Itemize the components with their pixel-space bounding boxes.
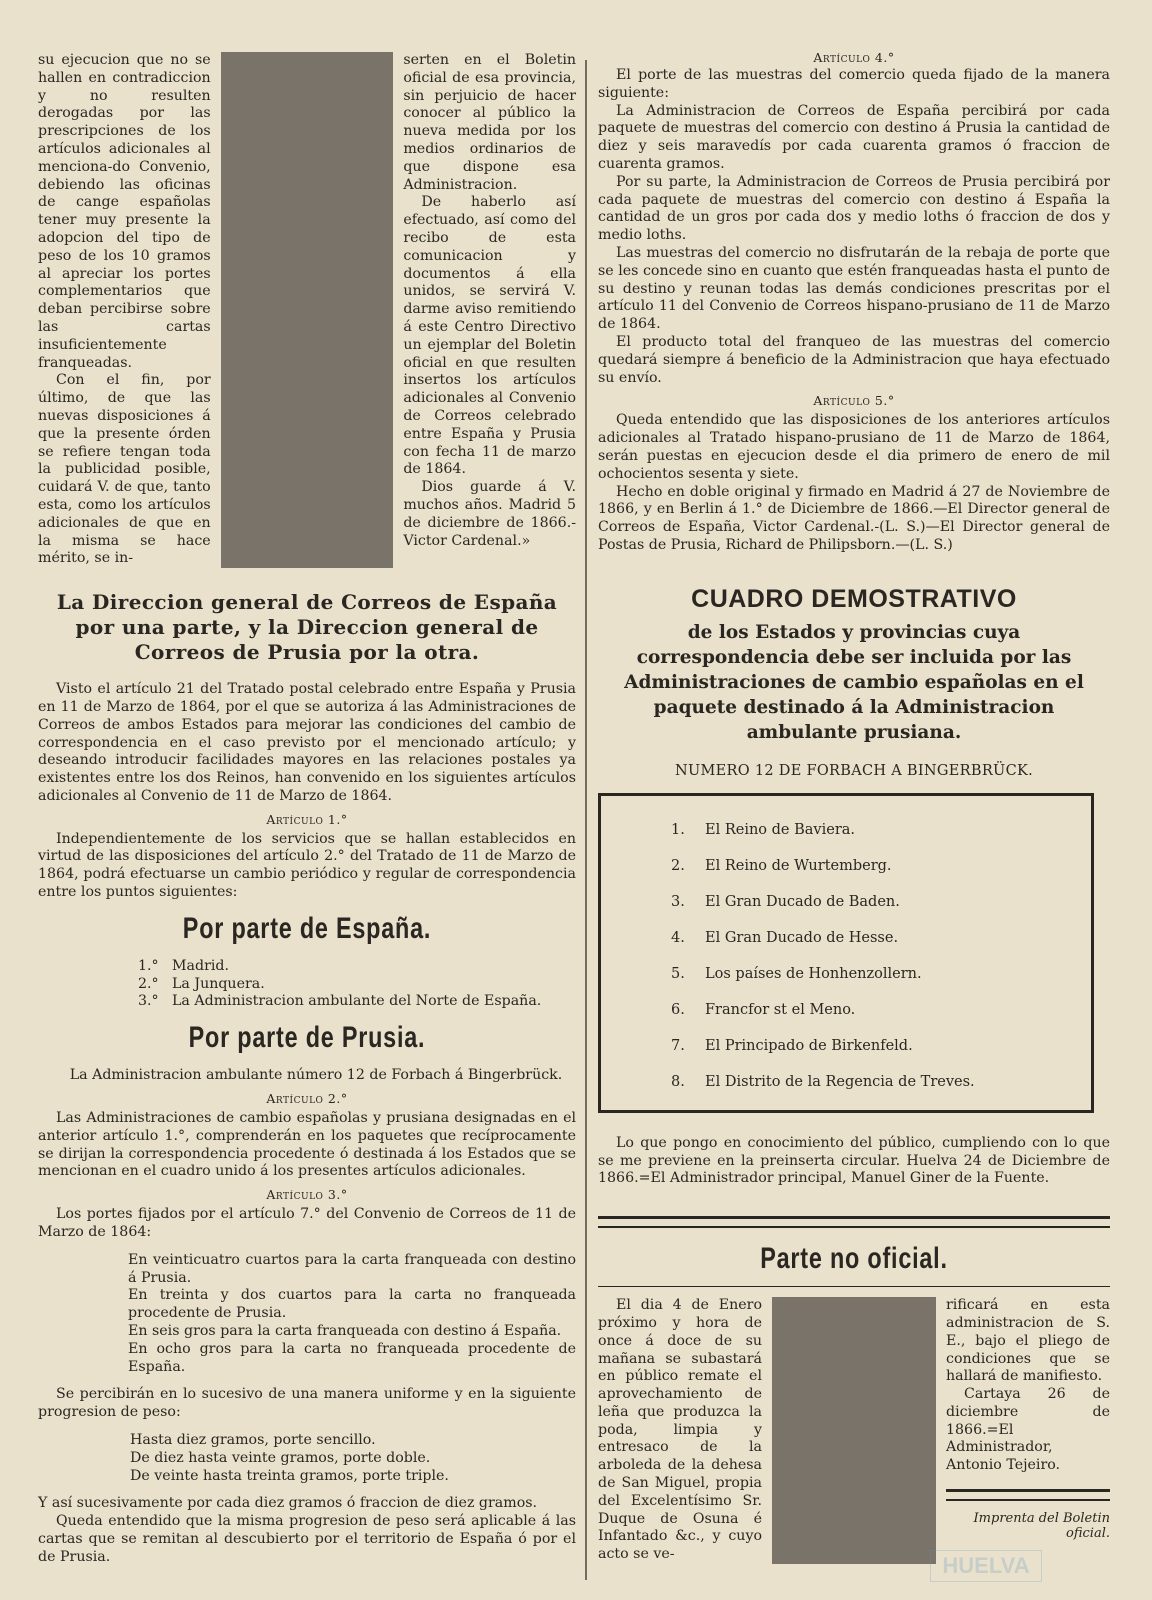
route-number: NUMERO 12 DE FORBACH A BINGERBRÜCK. — [674, 762, 1034, 779]
subcolumn-b — [946, 1297, 1110, 1564]
column-divider — [772, 1297, 936, 1564]
list-item: 2.° La Junquera. — [138, 975, 265, 992]
column-divider — [221, 52, 394, 568]
list-item: 7. El Principado de Birkenfeld. — [671, 1037, 913, 1054]
section-heading: La Direccion general de Correos de España por una parte, y la Direccion general de Correos de Prusia por la otra. — [56, 590, 558, 665]
paragraph: serten en el Boletin oficial de esa provincia, sin perjuicio de hacer conocer al público la nueva medida por los medios ordinarios de que dispone esa Administracion. — [403, 52, 577, 193]
library-stamp: HUELVA — [930, 1550, 1042, 1582]
espana-list — [138, 958, 576, 1011]
list-item: De diez hasta veinte gramos, porte doble. — [130, 1449, 431, 1466]
heading-espana: Por parte de España. — [182, 911, 432, 945]
rule — [598, 1286, 1110, 1287]
heading-prusia: Por parte de Prusia. — [188, 1021, 426, 1055]
paragraph: El dia 4 de Enero próximo y hora de once á doce de su mañana se subastará en público remate el aprovechamiento de leña que produzca la poda, limpia y entresaco de la arboleda de la dehesa de San Miguel, propia del Excelentísimo Sr. Duque de Osuna é Infantado &c., y cuyo acto se ve- — [598, 1297, 762, 1563]
cuadro-subtitle: de los Estados y provincias cuya correspondencia debe ser incluida por las Administraciones de cambio españolas en el paquete destinado á la Administracion ambulante prusiana. — [624, 621, 1084, 743]
printer-credit: Imprenta del Boletin oficial. — [973, 1511, 1110, 1542]
paragraph: su ejecucion que no se hallen en contradiccion y no resulten derogadas por las prescripciones de los artículos adicionales al menciona-do Convenio, debiendo las oficinas de cange españolas tener muy presente la adopcion del tipo de peso de los 10 gramos al apreciar los portes complementarios que deban percibirse sobre las cartas insuficientemente franqueadas. — [38, 52, 211, 371]
subcolumn-a — [598, 1297, 762, 1564]
cuadro-title: CUADRO DEMOSTRATIVO — [691, 584, 1017, 613]
list-item: De veinte hasta treinta gramos, porte triple. — [130, 1467, 449, 1484]
paragraph: Las Administraciones de cambio españolas y prusiana designadas en el anterior artículo 1.°, comprenderán en los paquetes que recíprocamente se dirijan la correspondencia procedente ó destinada á los Estados que se mencionan en el cuadro unido á los presentes artículos adicionales. — [38, 1110, 576, 1180]
paragraph: Y así sucesivamente por cada diez gramos ó fraccion de diez gramos. — [38, 1495, 538, 1512]
weight-list — [38, 1432, 576, 1485]
paragraph: Por su parte, la Administracion de Correos de Prusia percibirá por cada paquete de muestras del comercio con destino á España la cantidad de un gros por cada dos y medio loths ó fraccion de dos y medio loths. — [598, 173, 1110, 244]
article-label: Artículo 3.° — [266, 1187, 348, 1203]
estados-box — [598, 793, 1094, 1113]
right-column — [598, 52, 1110, 1564]
article-label: Artículo 2.° — [266, 1091, 348, 1107]
paragraph: La Administracion de Correos de España percibirá por cada paquete de muestras del comercio con destino á Prusia la cantidad de diez y seis maravedís por cada cuarenta gramos ó fraccion de cuarenta gramos. — [598, 102, 1110, 172]
subcolumn-b — [403, 52, 576, 568]
article-label: Artículo 1.° — [266, 811, 348, 827]
paragraph: Queda entendido que la misma progresion de peso será aplicable á las cartas que se remitan al descubierto por el territorio de España ó por el de Prusia. — [38, 1513, 576, 1565]
list-item: Hasta diez gramos, porte sencillo. — [130, 1432, 376, 1449]
paragraph: Independientemente de los servicios que se hallan establecidos en virtud de las disposiciones del artículo 2.° del Tratado de 11 de Marzo de 1864, podrá efectuarse un cambio periódico y regular de correspondencia entre los puntos siguientes: — [38, 830, 576, 901]
list-item: 4. El Gran Ducado de Hesse. — [671, 929, 899, 946]
paragraph: Lo que pongo en conocimiento del público, cumpliendo con lo que se me previene en la preinserta circular. Huelva 24 de Diciembre de 1866.=El Administrador principal, Manuel Giner de la Fuente. — [598, 1134, 1110, 1187]
paragraph: De haberlo así efectuado, así como del recibo de esta comunicacion y documentos á ella unidos, se servirá V. darme aviso remitiendo á este Centro Directivo un ejemplar del Boletin oficial en que resulten insertos los artículos adicionales al Convenio de Correos celebrado entre España y Prusia con fecha 11 de marzo de 1864. — [403, 194, 577, 478]
paragraph: Se percibirán en lo sucesivo de una manera uniforme y en la siguiente progresion de peso: — [38, 1386, 576, 1421]
list-item: 1. El Reino de Baviera. — [671, 821, 856, 838]
parte-heading: Parte no oficial. — [760, 1242, 948, 1276]
paragraph: El porte de las muestras del comercio queda fijado de la manera siguiente: — [598, 67, 1110, 101]
list-item: 8. El Distrito de la Regencia de Treves. — [671, 1073, 975, 1090]
list-item: 3.° La Administracion ambulante del Norte de España. — [138, 993, 542, 1010]
paragraph: La Administracion ambulante número 12 de Forbach á Bingerbrück. — [69, 1067, 563, 1084]
list-item: En ocho gros para la carta no franqueada procedente de España. — [128, 1340, 576, 1375]
article-label: Artículo 5.° — [813, 393, 895, 409]
list-item: En seis gros para la carta franqueada con destino á España. — [128, 1323, 562, 1340]
paragraph: Hecho en doble original y firmado en Madrid á 27 de Noviembre de 1866, y en Berlin á 1.° de Diciembre de 1866.—El Director general de Correos de España, Victor Cardenal.-(L. S.)—El Director general de Postas de Prusia, Richard de Philipsborn.—(L. S.) — [598, 483, 1110, 553]
top-subcolumns — [38, 52, 576, 568]
paragraph: Visto el artículo 21 del Tratado postal celebrado entre España y Prusia en 11 de Marzo de 1864, por el que se autoriza á las Administraciones de Correos de ambos Estados para mejorar las condiciones del cambio de correspondencia en el caso previsto por el mencionado artículo; y deseando introducir facilidades mayores en las relaciones postales ya existentes entre los dos Reinos, han convenido en los siguientes artículos adicionales al Convenio de 11 de Marzo de 1864. — [38, 681, 576, 804]
list-item: En veinticuatro cuartos para la carta franqueada con destino á Prusia. — [128, 1251, 576, 1286]
double-rule — [946, 1489, 1110, 1501]
column-divider — [585, 60, 587, 1580]
paragraph: rificará en esta administracion de S. E., bajo el pliego de condiciones que se hallará de manifiesto. — [946, 1297, 1110, 1385]
list-item: 2. El Reino de Wurtemberg. — [671, 857, 892, 874]
list-item: En treinta y dos cuartos para la carta no franqueada procedente de Prusia. — [128, 1287, 576, 1322]
portes-list — [38, 1252, 576, 1377]
paragraph: Con el fin, por último, de que las nuevas disposiciones á que la presente órden se refiere tengan toda la publicidad posible, cuidará V. de que, tanto esta, como los artículos adicionales de que en la misma se hace mérito, se in- — [38, 372, 211, 567]
paragraph: Los portes fijados por el artículo 7.° del Convenio de Correos de 11 de Marzo de 1864: — [38, 1206, 576, 1241]
list-item: 5. Los países de Honhenzollern. — [671, 965, 922, 982]
article-label: Artículo 4.° — [813, 50, 895, 65]
estados-list — [671, 812, 1091, 1100]
double-rule — [598, 1216, 1110, 1228]
list-item: 6. Francfor st el Meno. — [671, 1001, 856, 1018]
paragraph: El producto total del franqueo de las muestras del comercio quedará siempre á beneficio de la Administracion que haya efectuado su envío. — [598, 333, 1110, 386]
paragraph: Las muestras del comercio no disfrutarán de la rebaja de porte que se les concede sino en cuanto que estén franqueadas hasta el punto de su destino y reunan todas las demás condiciones prescritas por el artículo 11 del Convenio de Correos hispano-prusiano de 11 de Marzo de 1864. — [598, 244, 1110, 333]
list-item: 1.° Madrid. — [138, 957, 229, 974]
paragraph: Cartaya 26 de diciembre de 1866.=El Administrador, Antonio Tejeiro. — [946, 1386, 1110, 1474]
subcolumn-a — [38, 52, 211, 568]
signature-line: Dios guarde á V. muchos años. Madrid 5 de diciembre de 1866.-Victor Cardenal.» — [403, 479, 577, 549]
anuncio-subcolumns — [598, 1297, 1110, 1564]
left-column — [38, 52, 576, 1567]
paragraph: Queda entendido que las disposiciones de los anteriores artículos adicionales al Tratado hispano-prusiano de 11 de Marzo de 1864, serán puestas en ejecucion desde el dia primero de enero de mil ochocientos sesenta y siete. — [598, 412, 1110, 482]
list-item: 3. El Gran Ducado de Baden. — [671, 893, 900, 910]
